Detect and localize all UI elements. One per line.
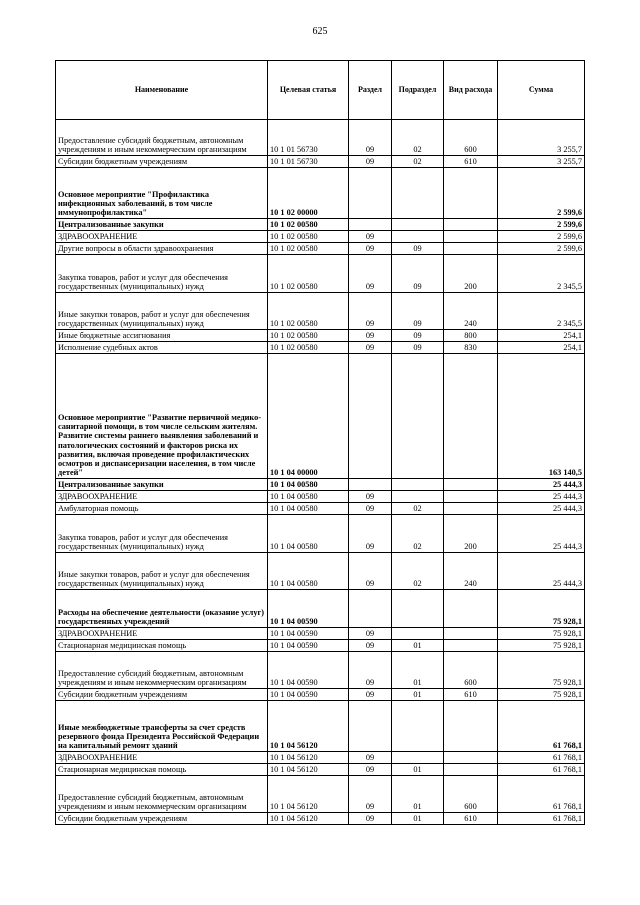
cell-amount: 61 768,1 [498, 776, 585, 813]
cell-target: 10 1 04 56120 [268, 701, 349, 752]
cell-subsection: 02 [392, 120, 444, 156]
cell-target: 10 1 04 00580 [268, 503, 349, 515]
cell-expense-type [444, 764, 498, 776]
cell-name: Предоставление субсидий бюджетным, автономным учреждениям и иным некоммерческим организациям [56, 776, 268, 813]
cell-section [349, 590, 392, 628]
cell-section: 09 [349, 491, 392, 503]
cell-target: 10 1 02 00580 [268, 219, 349, 231]
cell-subsection: 01 [392, 813, 444, 825]
cell-target: 10 1 04 00590 [268, 628, 349, 640]
cell-subsection: 01 [392, 640, 444, 652]
table-row [56, 590, 585, 628]
cell-section [349, 354, 392, 479]
cell-target: 10 1 04 56120 [268, 813, 349, 825]
cell-name: Централизованные закупки [56, 219, 268, 231]
cell-name: Другие вопросы в области здравоохранения [56, 243, 268, 255]
cell-name: Закупка товаров, работ и услуг для обеспечения государственных (муниципальных) нужд [56, 255, 268, 293]
cell-amount: 2 599,6 [498, 219, 585, 231]
cell-expense-type: 830 [444, 342, 498, 354]
cell-section: 09 [349, 330, 392, 342]
cell-target: 10 1 04 56120 [268, 776, 349, 813]
cell-amount: 75 928,1 [498, 590, 585, 628]
table-row [56, 156, 585, 168]
table-row [56, 701, 585, 752]
cell-target: 10 1 04 00590 [268, 652, 349, 689]
cell-target: 10 1 04 00580 [268, 491, 349, 503]
table-row [56, 491, 585, 503]
cell-expense-type: 600 [444, 120, 498, 156]
cell-subsection: 09 [392, 342, 444, 354]
table-row [56, 813, 585, 825]
cell-amount: 25 444,3 [498, 515, 585, 553]
cell-amount: 61 768,1 [498, 813, 585, 825]
cell-amount: 25 444,3 [498, 479, 585, 491]
table-row [56, 764, 585, 776]
cell-section: 09 [349, 553, 392, 590]
cell-amount: 25 444,3 [498, 553, 585, 590]
cell-name: Стационарная медицинская помощь [56, 640, 268, 652]
cell-target: 10 1 02 00580 [268, 243, 349, 255]
header-section: Раздел [349, 61, 392, 120]
table-row [56, 515, 585, 553]
cell-target: 10 1 04 00590 [268, 640, 349, 652]
table-row [56, 330, 585, 342]
cell-name: Иные закупки товаров, работ и услуг для обеспечения государственных (муниципальных) нужд [56, 293, 268, 330]
cell-name: Предоставление субсидий бюджетным, автономным учреждениям и иным некоммерческим организациям [56, 652, 268, 689]
table-row [56, 652, 585, 689]
cell-name: Предоставление субсидий бюджетным, автономным учреждениям и иным некоммерческим организациям [56, 120, 268, 156]
cell-section [349, 168, 392, 219]
cell-expense-type: 200 [444, 515, 498, 553]
cell-name: Амбулаторная помощь [56, 503, 268, 515]
cell-subsection: 02 [392, 515, 444, 553]
cell-subsection [392, 701, 444, 752]
cell-section: 09 [349, 243, 392, 255]
cell-section [349, 479, 392, 491]
cell-name: ЗДРАВООХРАНЕНИЕ [56, 752, 268, 764]
cell-expense-type [444, 590, 498, 628]
table-body [56, 120, 585, 825]
table-row [56, 231, 585, 243]
cell-name: Иные межбюджетные трансферты за счет средств резервного фонда Президента Российской Федерации на капитальный ремонт зданий [56, 701, 268, 752]
cell-expense-type [444, 219, 498, 231]
cell-section: 09 [349, 156, 392, 168]
cell-expense-type [444, 231, 498, 243]
cell-expense-type: 200 [444, 255, 498, 293]
cell-subsection [392, 590, 444, 628]
cell-target: 10 1 01 56730 [268, 156, 349, 168]
cell-expense-type [444, 168, 498, 219]
table-row [56, 479, 585, 491]
cell-subsection [392, 628, 444, 640]
cell-amount: 75 928,1 [498, 628, 585, 640]
header-name: Наименование [56, 61, 268, 120]
cell-subsection [392, 168, 444, 219]
cell-section: 09 [349, 231, 392, 243]
cell-amount: 61 768,1 [498, 764, 585, 776]
cell-subsection: 09 [392, 293, 444, 330]
cell-subsection: 09 [392, 255, 444, 293]
cell-target: 10 1 02 00000 [268, 168, 349, 219]
cell-section: 09 [349, 689, 392, 701]
cell-target: 10 1 04 00580 [268, 515, 349, 553]
cell-section: 09 [349, 628, 392, 640]
cell-name: Исполнение судебных актов [56, 342, 268, 354]
cell-expense-type [444, 640, 498, 652]
table-row [56, 120, 585, 156]
cell-subsection: 01 [392, 652, 444, 689]
cell-name: ЗДРАВООХРАНЕНИЕ [56, 491, 268, 503]
cell-target: 10 1 04 00580 [268, 479, 349, 491]
budget-table [55, 60, 585, 825]
table-row [56, 168, 585, 219]
table-header-row [56, 61, 585, 120]
cell-amount: 163 140,5 [498, 354, 585, 479]
header-target: Целевая статья [268, 61, 349, 120]
cell-expense-type: 800 [444, 330, 498, 342]
cell-amount: 3 255,7 [498, 156, 585, 168]
header-expense-type: Вид расхода [444, 61, 498, 120]
cell-subsection [392, 231, 444, 243]
cell-section [349, 701, 392, 752]
cell-name: Закупка товаров, работ и услуг для обеспечения государственных (муниципальных) нужд [56, 515, 268, 553]
cell-expense-type [444, 628, 498, 640]
table-row [56, 219, 585, 231]
cell-section: 09 [349, 652, 392, 689]
cell-subsection: 01 [392, 689, 444, 701]
cell-expense-type: 610 [444, 813, 498, 825]
cell-section: 09 [349, 764, 392, 776]
cell-section: 09 [349, 120, 392, 156]
cell-expense-type: 610 [444, 689, 498, 701]
cell-expense-type: 610 [444, 156, 498, 168]
cell-subsection: 09 [392, 330, 444, 342]
cell-section: 09 [349, 640, 392, 652]
header-subsection: Подраздел [392, 61, 444, 120]
cell-name: Иные бюджетные ассигнования [56, 330, 268, 342]
cell-section: 09 [349, 813, 392, 825]
cell-subsection: 09 [392, 243, 444, 255]
cell-subsection: 01 [392, 764, 444, 776]
cell-subsection: 01 [392, 776, 444, 813]
page-number: 625 [312, 26, 328, 37]
cell-section: 09 [349, 515, 392, 553]
cell-expense-type [444, 354, 498, 479]
cell-expense-type [444, 503, 498, 515]
cell-name: Основное мероприятие "Профилактика инфекционных заболеваний, в том числе иммунопрофилактика" [56, 168, 268, 219]
cell-amount: 61 768,1 [498, 701, 585, 752]
cell-expense-type [444, 243, 498, 255]
header-amount: Сумма [498, 61, 585, 120]
cell-subsection: 02 [392, 156, 444, 168]
cell-name: ЗДРАВООХРАНЕНИЕ [56, 628, 268, 640]
table-row [56, 503, 585, 515]
cell-amount: 2 345,5 [498, 293, 585, 330]
cell-section: 09 [349, 342, 392, 354]
cell-name: Субсидии бюджетным учреждениям [56, 813, 268, 825]
cell-subsection [392, 479, 444, 491]
cell-section: 09 [349, 752, 392, 764]
cell-subsection: 02 [392, 553, 444, 590]
table-row [56, 628, 585, 640]
cell-target: 10 1 02 00580 [268, 231, 349, 243]
cell-section: 09 [349, 255, 392, 293]
cell-target: 10 1 01 56730 [268, 120, 349, 156]
cell-amount: 3 255,7 [498, 120, 585, 156]
cell-name: Расходы на обеспечение деятельности (оказание услуг) государственных учреждений [56, 590, 268, 628]
cell-target: 10 1 04 56120 [268, 764, 349, 776]
cell-amount: 2 599,6 [498, 243, 585, 255]
table-row [56, 689, 585, 701]
cell-subsection: 02 [392, 503, 444, 515]
table-row [56, 354, 585, 479]
cell-expense-type: 600 [444, 652, 498, 689]
cell-amount: 61 768,1 [498, 752, 585, 764]
cell-amount: 75 928,1 [498, 689, 585, 701]
cell-target: 10 1 02 00580 [268, 330, 349, 342]
cell-section: 09 [349, 293, 392, 330]
cell-target: 10 1 02 00580 [268, 342, 349, 354]
table-row [56, 293, 585, 330]
cell-amount: 25 444,3 [498, 491, 585, 503]
cell-subsection [392, 752, 444, 764]
cell-amount: 254,1 [498, 342, 585, 354]
cell-section: 09 [349, 503, 392, 515]
cell-name: Централизованные закупки [56, 479, 268, 491]
cell-section: 09 [349, 776, 392, 813]
cell-amount: 75 928,1 [498, 652, 585, 689]
cell-subsection [392, 219, 444, 231]
cell-name: Основное мероприятие "Развитие первичной медико-санитарной помощи, в том числе сельским жителям. Развитие системы раннего выявления заболеваний и патологических состояний и факторов риска их развития, включая проведение профилактических осмотров и диспансеризации населения, в том числе детей" [56, 354, 268, 479]
cell-target: 10 1 04 56120 [268, 752, 349, 764]
cell-name: Иные закупки товаров, работ и услуг для обеспечения государственных (муниципальных) нужд [56, 553, 268, 590]
cell-target: 10 1 04 00590 [268, 689, 349, 701]
cell-expense-type: 600 [444, 776, 498, 813]
cell-name: Стационарная медицинская помощь [56, 764, 268, 776]
table-row [56, 752, 585, 764]
cell-expense-type: 240 [444, 553, 498, 590]
cell-amount: 254,1 [498, 330, 585, 342]
cell-subsection [392, 354, 444, 479]
cell-target: 10 1 04 00000 [268, 354, 349, 479]
cell-amount: 2 599,6 [498, 168, 585, 219]
cell-expense-type [444, 752, 498, 764]
cell-expense-type [444, 701, 498, 752]
cell-subsection [392, 491, 444, 503]
cell-name: Субсидии бюджетным учреждениям [56, 156, 268, 168]
cell-name: Субсидии бюджетным учреждениям [56, 689, 268, 701]
table-row [56, 776, 585, 813]
cell-amount: 2 599,6 [498, 231, 585, 243]
cell-amount: 25 444,3 [498, 503, 585, 515]
table-row [56, 553, 585, 590]
table-row [56, 342, 585, 354]
cell-target: 10 1 04 00580 [268, 553, 349, 590]
cell-amount: 2 345,5 [498, 255, 585, 293]
table-row [56, 243, 585, 255]
cell-expense-type [444, 491, 498, 503]
cell-section [349, 219, 392, 231]
cell-expense-type: 240 [444, 293, 498, 330]
cell-name: ЗДРАВООХРАНЕНИЕ [56, 231, 268, 243]
cell-target: 10 1 02 00580 [268, 293, 349, 330]
table-row [56, 255, 585, 293]
cell-target: 10 1 04 00590 [268, 590, 349, 628]
cell-target: 10 1 02 00580 [268, 255, 349, 293]
cell-expense-type [444, 479, 498, 491]
table-row [56, 640, 585, 652]
cell-amount: 75 928,1 [498, 640, 585, 652]
